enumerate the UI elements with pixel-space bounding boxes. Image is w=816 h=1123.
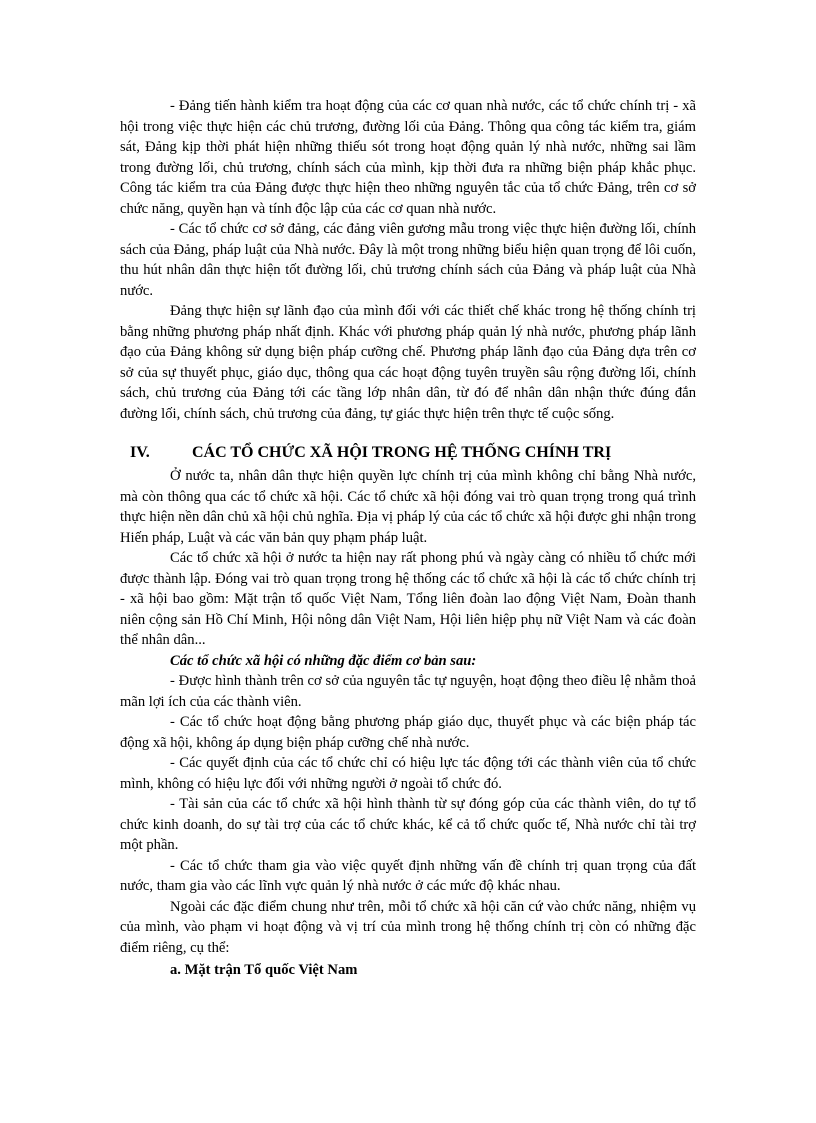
paragraph-party-leadership-methods: Đảng thực hiện sự lãnh đạo của mình đối với các thiết chế khác trong hệ thống chính trị bằng những phương pháp nhất định. Khác với phương pháp quản lý nhà nước, phương pháp lãnh đạo của Đảng không sử dụng biện pháp cưỡng chế. Phương pháp lãnh đạo của Đảng dựa trên cơ sở của sự thuyết phục, giáo dục, thông qua các hoạt động tuyên truyền sâu rộng đường lối, chính sách, chủ trương của Đảng tới các tầng lớp nhân dân, từ đó để nhân dân nhận thức đúng đắn đường lối, chính sách, chủ trương của đảng, tự giác thực hiện trên thực tế cuộc sống.: [120, 303, 696, 422]
section-number: IV.: [130, 444, 150, 461]
feature-item: - Các tổ chức hoạt động bằng phương pháp giáo dục, thuyết phục và các biện pháp tác động xã hội, không áp dụng biện pháp cưỡng chế nhà nước.: [120, 714, 696, 751]
paragraph-party-inspection: - Đảng tiến hành kiểm tra hoạt động của các cơ quan nhà nước, các tổ chức chính trị - xã hội trong việc thực hiện các chủ trương, đường lối của Đảng. Thông qua công tác kiểm tra, giám sát, Đảng kịp thời phát hiện những thiếu sót trong hoạt động quản lý nhà nước, những sai lầm trong đường lối, chủ trương, chính sách của mình, kịp thời đưa ra những biện pháp khắc phục. Công tác kiểm tra của Đảng được thực hiện theo những nguyên tắc của tổ chức Đảng, trên cơ sở chức năng, quyền hạn và tính độc lập của các cơ quan nhà nước.: [120, 98, 696, 217]
feature-item: - Được hình thành trên cơ sở của nguyên tắc tự nguyện, hoạt động theo điều lệ nhằm thoả mãn lợi ích của các thành viên.: [120, 673, 696, 710]
paragraph-people-power: Ở nước ta, nhân dân thực hiện quyền lực chính trị của mình không chỉ bằng Nhà nước, mà còn thông qua các tổ chức xã hội. Các tổ chức xã hội đóng vai trò quan trọng trong quá trình thực hiện nền dân chủ xã hội chủ nghĩa. Địa vị pháp lý của các tổ chức xã hội được ghi nhận trong Hiến pháp, Luật và các văn bản quy phạm pháp luật.: [120, 468, 696, 546]
section-title: CÁC TỔ CHỨC XÃ HỘI TRONG HỆ THỐNG CHÍNH TRỊ: [192, 444, 612, 461]
paragraph-social-organizations: Các tổ chức xã hội ở nước ta hiện nay rất phong phú và ngày càng có nhiều tổ chức mới được thành lập. Đóng vai trò quan trọng trong hệ thống các tổ chức xã hội là các tổ chức chính trị - xã hội bao gồm: Mặt trận tổ quốc Việt Nam, Tổng liên đoàn lao động Việt Nam, Đoàn thanh niên cộng sản Hồ Chí Minh, Hội nông dân Việt Nam, Hội liên hiệp phụ nữ Việt Nam và các đoàn thể nhân dân...: [120, 550, 696, 648]
features-heading: Các tổ chức xã hội có những đặc điểm cơ bản sau:: [170, 652, 477, 669]
feature-item: - Các quyết định của các tổ chức chỉ có hiệu lực tác động tới các thành viên của tổ chức mình, không có hiệu lực đối với những người ở ngoài tổ chức đó.: [120, 755, 696, 792]
subsection-heading-a: a. Mặt trận Tổ quốc Việt Nam: [170, 962, 358, 978]
document-body: [120, 96, 696, 981]
section-heading-iv: [120, 442, 696, 464]
paragraph-closing: Ngoài các đặc điểm chung như trên, mỗi tổ chức xã hội căn cứ vào chức năng, nhiệm vụ của mình, vào phạm vi hoạt động và vị trí của mình trong hệ thống chính trị còn có những đặc điểm riêng, cụ thể:: [120, 898, 696, 956]
feature-item: - Tài sản của các tổ chức xã hội hình thành từ sự đóng góp của các thành viên, do tự tổ chức kinh doanh, do sự tài trợ của các tổ chức khác, kể cả tổ chức quốc tế, Nhà nước chỉ tài trợ một phần.: [120, 796, 696, 853]
paragraph-party-members-example: - Các tổ chức cơ sở đảng, các đảng viên gương mẫu trong việc thực hiện đường lối, chính sách của Đảng, pháp luật của Nhà nước. Đây là một trong những biểu hiện quan trọng để lôi cuốn, thu hút nhân dân thực hiện tốt đường lối, chủ trương chính sách của Đảng và pháp luật của Nhà nước.: [120, 221, 696, 299]
feature-item: - Các tổ chức tham gia vào việc quyết định những vấn đề chính trị quan trọng của đất nước, tham gia vào các lĩnh vực quản lý nhà nước ở các mức độ khác nhau.: [120, 857, 696, 894]
